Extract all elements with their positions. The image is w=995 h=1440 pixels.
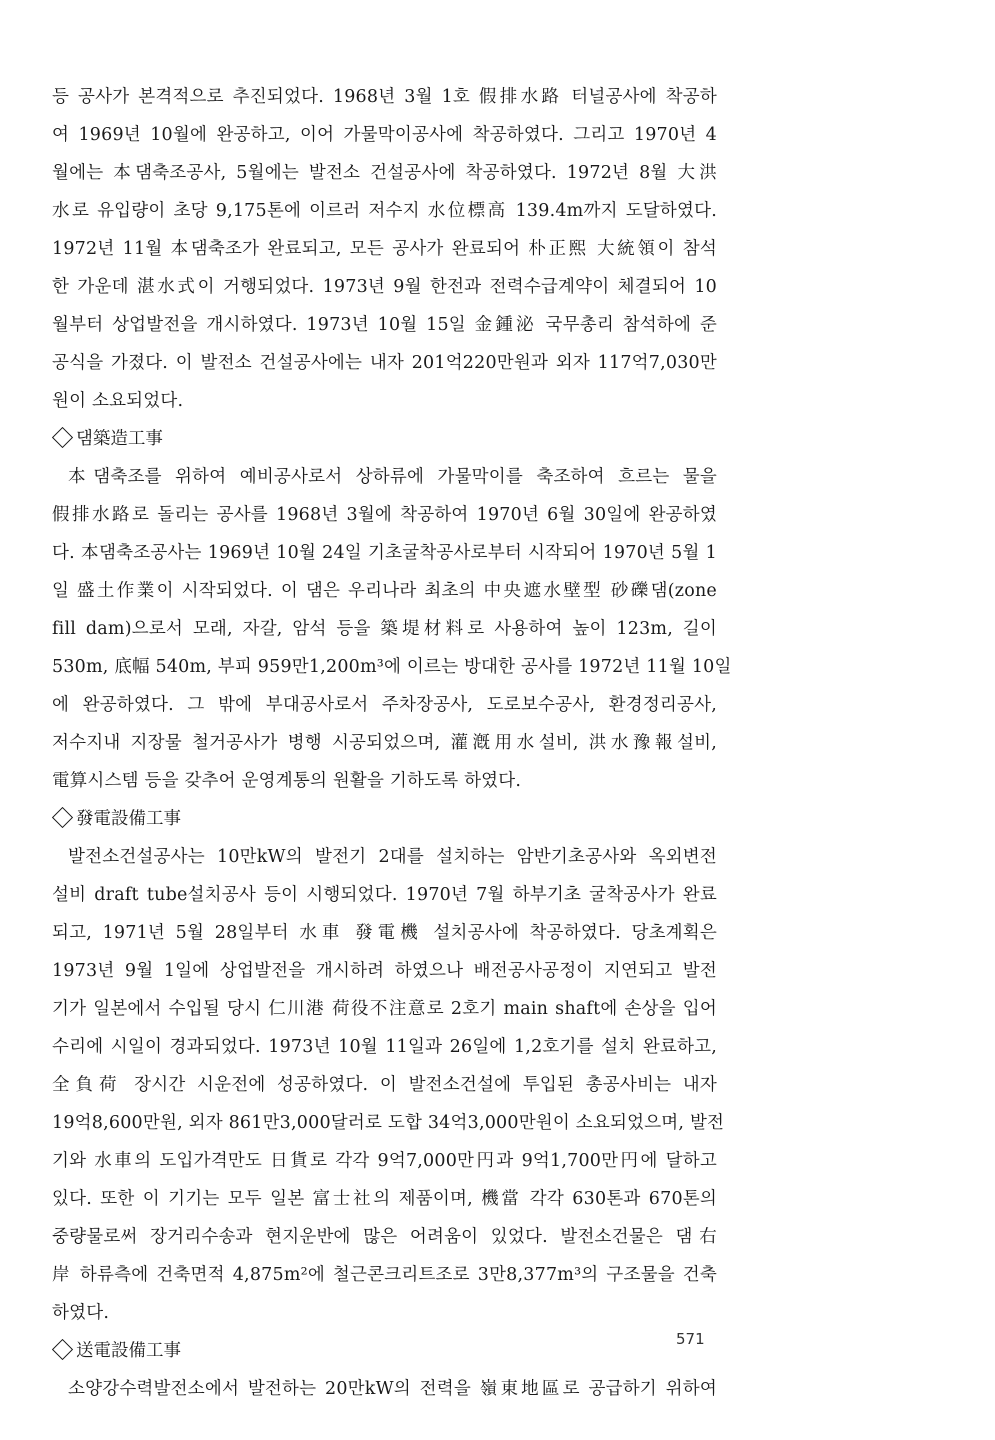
text-line: 등 공사가 본격적으로 추진되었다. 1968년 3월 1호 假排水路 터널공사에 착공하 — [52, 87, 717, 107]
diamond-bullet-icon — [52, 427, 73, 448]
text-line: 한 가운데 湛水式이 거행되었다. 1973년 9월 한전과 전력수급계약이 체결되어 10 — [52, 277, 717, 297]
page-number: 571 — [676, 1330, 705, 1348]
text-line: 발전소건설공사는 10만kW의 발전기 2대를 설치하는 암반기초공사와 옥외변전 — [68, 847, 717, 867]
text-line: 에 완공하였다. 그 밖에 부대공사로서 주차장공사, 도로보수공사, 환경정리공사, — [52, 695, 717, 715]
diamond-bullet-icon — [52, 1339, 73, 1360]
text-line: 저수지내 지장물 철거공사가 병행 시공되었으며, 灌漑用水설비, 洪水豫報설비, — [52, 733, 717, 753]
paragraph-power-equipment — [52, 838, 725, 1332]
text-line: 수리에 시일이 경과되었다. 1973년 10월 11일과 26일에 1,2호기를 설치 완료하고, — [52, 1037, 717, 1057]
paragraph-dam-construction — [52, 458, 732, 800]
text-line: 되고, 1971년 5월 28일부터 水車 發電機 설치공사에 착공하였다. 당초계획은 — [52, 923, 717, 943]
text-line: 本댐축조를 위하여 예비공사로서 상하류에 가물막이를 축조하여 흐르는 물을 — [68, 467, 717, 487]
text-line: 있다. 또한 이 기기는 모두 일본 富士社의 제품이며, 機當 각각 630톤과 670톤의 — [52, 1189, 717, 1209]
text-line: 여 1969년 10월에 완공하고, 이어 가물막이공사에 착공하였다. 그리고 1970년 4 — [52, 125, 717, 145]
section-heading-transmission — [52, 1332, 717, 1370]
text-line: 기와 水車의 도입가격만도 日貨로 각각 9억7,000만円과 9억1,700만円에 달하고 — [52, 1151, 717, 1171]
text-line: 1972년 11월 本댐축조가 완료되고, 모든 공사가 완료되어 朴正熙 大統領이 참석 — [52, 239, 717, 259]
text-line: 19억8,600만원, 외자 861만3,000달러로 도합 34억3,000만원이 소요되었으며, 발전 — [52, 1113, 725, 1133]
section-heading-dam — [52, 420, 717, 458]
text-line: 水로 유입량이 초당 9,175톤에 이르러 저수지 水位標高 139.4m까지 도달하였다. — [52, 201, 717, 221]
text-line: 다. 本댐축조공사는 1969년 10월 24일 기초굴착공사로부터 시작되어 1970년 5월 1 — [52, 543, 717, 563]
text-line: 일 盛土作業이 시작되었다. 이 댐은 우리나라 최초의 中央遮水壁型 砂礫댐(zone — [52, 581, 717, 601]
section-heading-text: 댐築造工事 — [76, 429, 163, 449]
section-heading-text: 發電設備工事 — [76, 809, 181, 829]
section-heading-text: 送電設備工事 — [76, 1341, 181, 1361]
text-line: 假排水路로 돌리는 공사를 1968년 3월에 착공하여 1970년 6월 30일에 완공하였 — [52, 505, 717, 525]
text-line: 원이 소요되었다. — [52, 391, 184, 411]
paragraph-transmission — [52, 1370, 717, 1408]
text-line: 소양강수력발전소에서 발전하는 20만kW의 전력을 嶺東地區로 공급하기 위하여 — [68, 1379, 717, 1399]
text-line: 기가 일본에서 수입될 당시 仁川港 荷役不注意로 2호기 main shaft에 손상을 입어 — [52, 999, 717, 1019]
text-line: 全負荷 장시간 시운전에 성공하였다. 이 발전소건설에 투입된 총공사비는 내자 — [52, 1075, 717, 1095]
text-line: 1973년 9월 1일에 상업발전을 개시하려 하였으나 배전공사공정이 지연되고 발전 — [52, 961, 717, 981]
diamond-bullet-icon — [52, 807, 73, 828]
text-line: 530m, 底幅 540m, 부피 959만1,200m³에 이르는 방대한 공사를 1972년 11월 10일 — [52, 657, 732, 677]
text-line: 岸 하류측에 건축면적 4,875m²에 철근콘크리트조로 3만8,377m³의 구조물을 건축 — [52, 1265, 717, 1285]
text-line: 설비 draft tube설치공사 등이 시행되었다. 1970년 7월 하부기초 굴착공사가 완료 — [52, 885, 717, 905]
text-line: 월에는 本댐축조공사, 5월에는 발전소 건설공사에 착공하였다. 1972년 8월 大洪 — [52, 163, 717, 183]
text-line: 중량물로써 장거리수송과 현지운반에 많은 어려움이 있었다. 발전소건물은 댐右 — [52, 1227, 717, 1247]
text-line: 電算시스템 등을 갖추어 운영계통의 원활을 기하도록 하였다. — [52, 771, 522, 791]
section-heading-power-equipment — [52, 800, 717, 838]
paragraph-intro — [52, 78, 717, 420]
text-line: fill dam)으로서 모래, 자갈, 암석 등을 築堤材料로 사용하여 높이 123m, 길이 — [52, 619, 717, 639]
text-line: 공식을 가졌다. 이 발전소 건설공사에는 내자 201억220만원과 외자 117억7,030만 — [52, 353, 717, 373]
page-body — [52, 78, 732, 1408]
text-line: 하였다. — [52, 1303, 110, 1323]
text-line: 월부터 상업발전을 개시하였다. 1973년 10월 15일 金鍾泌 국무총리 참석하에 준 — [52, 315, 717, 335]
